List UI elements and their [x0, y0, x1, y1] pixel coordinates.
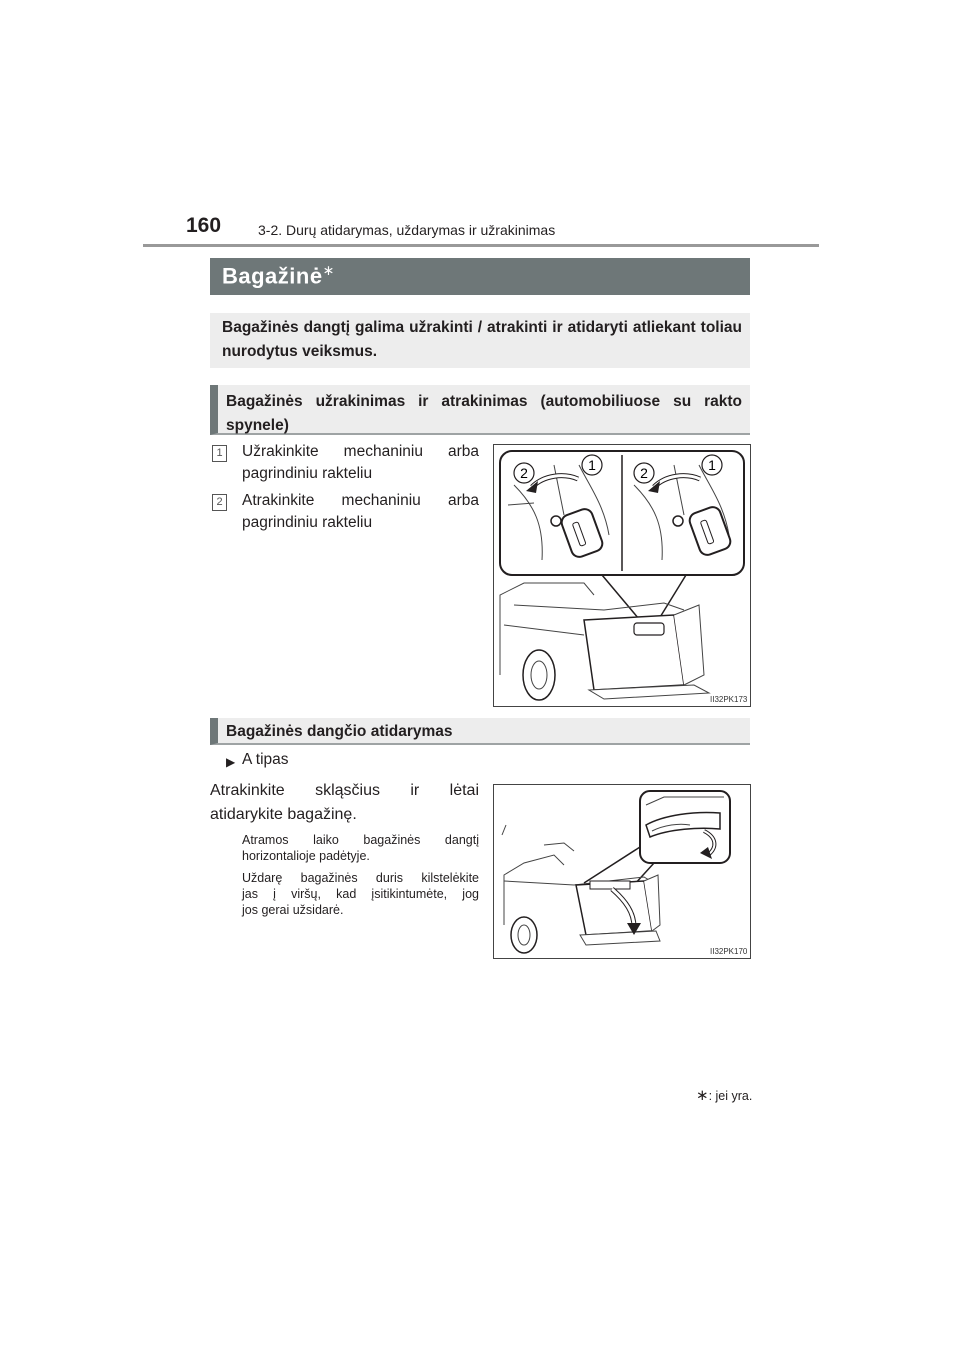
figure-1-code: II32PK173 — [710, 695, 748, 704]
title-label: Bagažinė — [222, 263, 323, 289]
footnote-text: : jei yra. — [708, 1089, 753, 1103]
callout-3: 2 — [640, 465, 648, 481]
callout-2: 1 — [588, 457, 596, 473]
note-2-line2: jas į viršų, kad įsitikintumėte, jog — [242, 887, 479, 901]
type-label: A tipas — [242, 751, 289, 768]
step-1-line1: Užrakinkite mechaniniu arba — [242, 443, 479, 460]
step-number-1: 1 — [212, 445, 227, 462]
open-instruction-line1: Atrakinkite skląsčius ir lėtai — [210, 782, 479, 799]
step-number-2: 2 — [212, 494, 227, 511]
figure-key-lock-drawing — [494, 445, 750, 706]
step-2-line1: Atrakinkite mechaniniu arba — [242, 492, 479, 509]
intro-text: Bagažinės dangtį galima užrakinti / atrakinti ir atidaryti atliekant toliau nurodytus veiksmus. — [222, 319, 742, 360]
note-2-line3: jos gerai užsidarė. — [242, 903, 344, 917]
header-rule — [143, 244, 819, 247]
type-arrow-icon: ▶ — [226, 755, 236, 769]
lock-section-heading: Bagažinės užrakinimas ir atrakinimas (automobiliuose su rakto spynele) — [226, 393, 742, 434]
page-title — [222, 262, 335, 289]
figure-tailgate — [493, 784, 751, 959]
footnote-marker: ∗ — [696, 1087, 709, 1104]
note-1-line1: Atramos laiko bagažinės dangtį — [242, 833, 479, 847]
step-2-line2: pagrindiniu rakteliu — [242, 514, 373, 531]
footnote — [696, 1086, 752, 1104]
open-instruction-line2: atidarykite bagažinę. — [210, 806, 357, 823]
page-number: 160 — [186, 214, 222, 237]
note-2-line1: Uždarę bagažinės duris kilstelėkite — [242, 871, 479, 885]
figure-2-code: II32PK170 — [710, 947, 748, 956]
figure-key-lock — [493, 444, 751, 707]
figure-tailgate-drawing — [494, 785, 750, 958]
note-1-line2: horizontalioje padėtyje. — [242, 849, 370, 863]
step-1-line2: pagrindiniu rakteliu — [242, 465, 373, 482]
open-section-heading: Bagažinės dangčio atidarymas — [226, 723, 453, 740]
section-title: 3-2. Durų atidarymas, uždarymas ir užrakinimas — [258, 222, 556, 238]
callout-1: 2 — [520, 465, 528, 481]
callout-4: 1 — [708, 457, 716, 473]
title-marker: ∗ — [322, 262, 335, 278]
